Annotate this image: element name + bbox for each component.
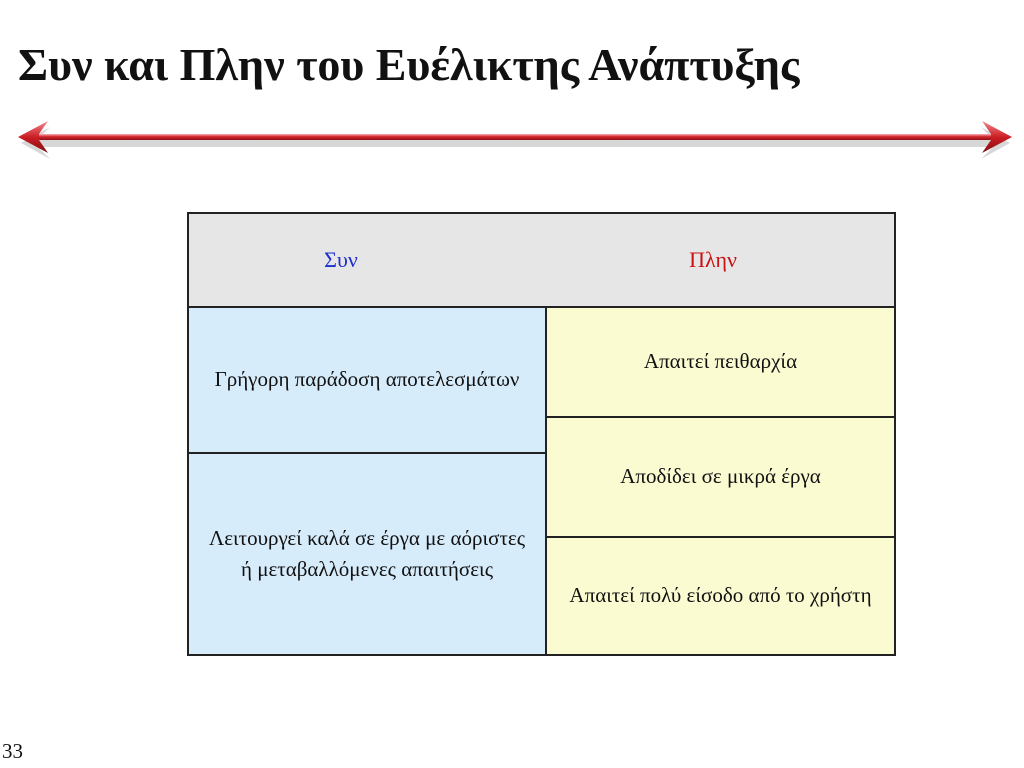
pros-header: Συν [324, 247, 358, 272]
arrow-shaft [37, 134, 993, 140]
pros-cell [189, 454, 547, 654]
double-headed-arrow-icon [18, 118, 1012, 162]
pros-cons-table [187, 212, 896, 656]
cons-cell [547, 418, 894, 538]
cons-header: Πλην [689, 247, 737, 272]
cons-cell [547, 538, 894, 654]
slide-number: 33 [2, 739, 23, 763]
pros-item-text: Λειτουργεί καλά σε έργα με αόριστες ή μεταβαλλόμενες απαιτήσεις [208, 525, 526, 581]
cons-item-text: Αποδίδει σε μικρά έργα [620, 464, 821, 489]
pros-item-text: Γρήγορη παράδοση αποτελεσμάτων [214, 367, 520, 392]
cons-cell [547, 308, 894, 418]
cons-item-text: Απαιτεί πολύ είσοδο από το χρήστη [569, 583, 872, 608]
table-header-row [189, 214, 894, 308]
arrow-shadow [21, 127, 1010, 159]
slide-title: Συν και Πλην του Ευέλικτης Ανάπτυξης [18, 39, 800, 90]
cons-item-text: Απαιτεί πειθαρχία [643, 349, 798, 374]
pros-cell [189, 308, 547, 454]
